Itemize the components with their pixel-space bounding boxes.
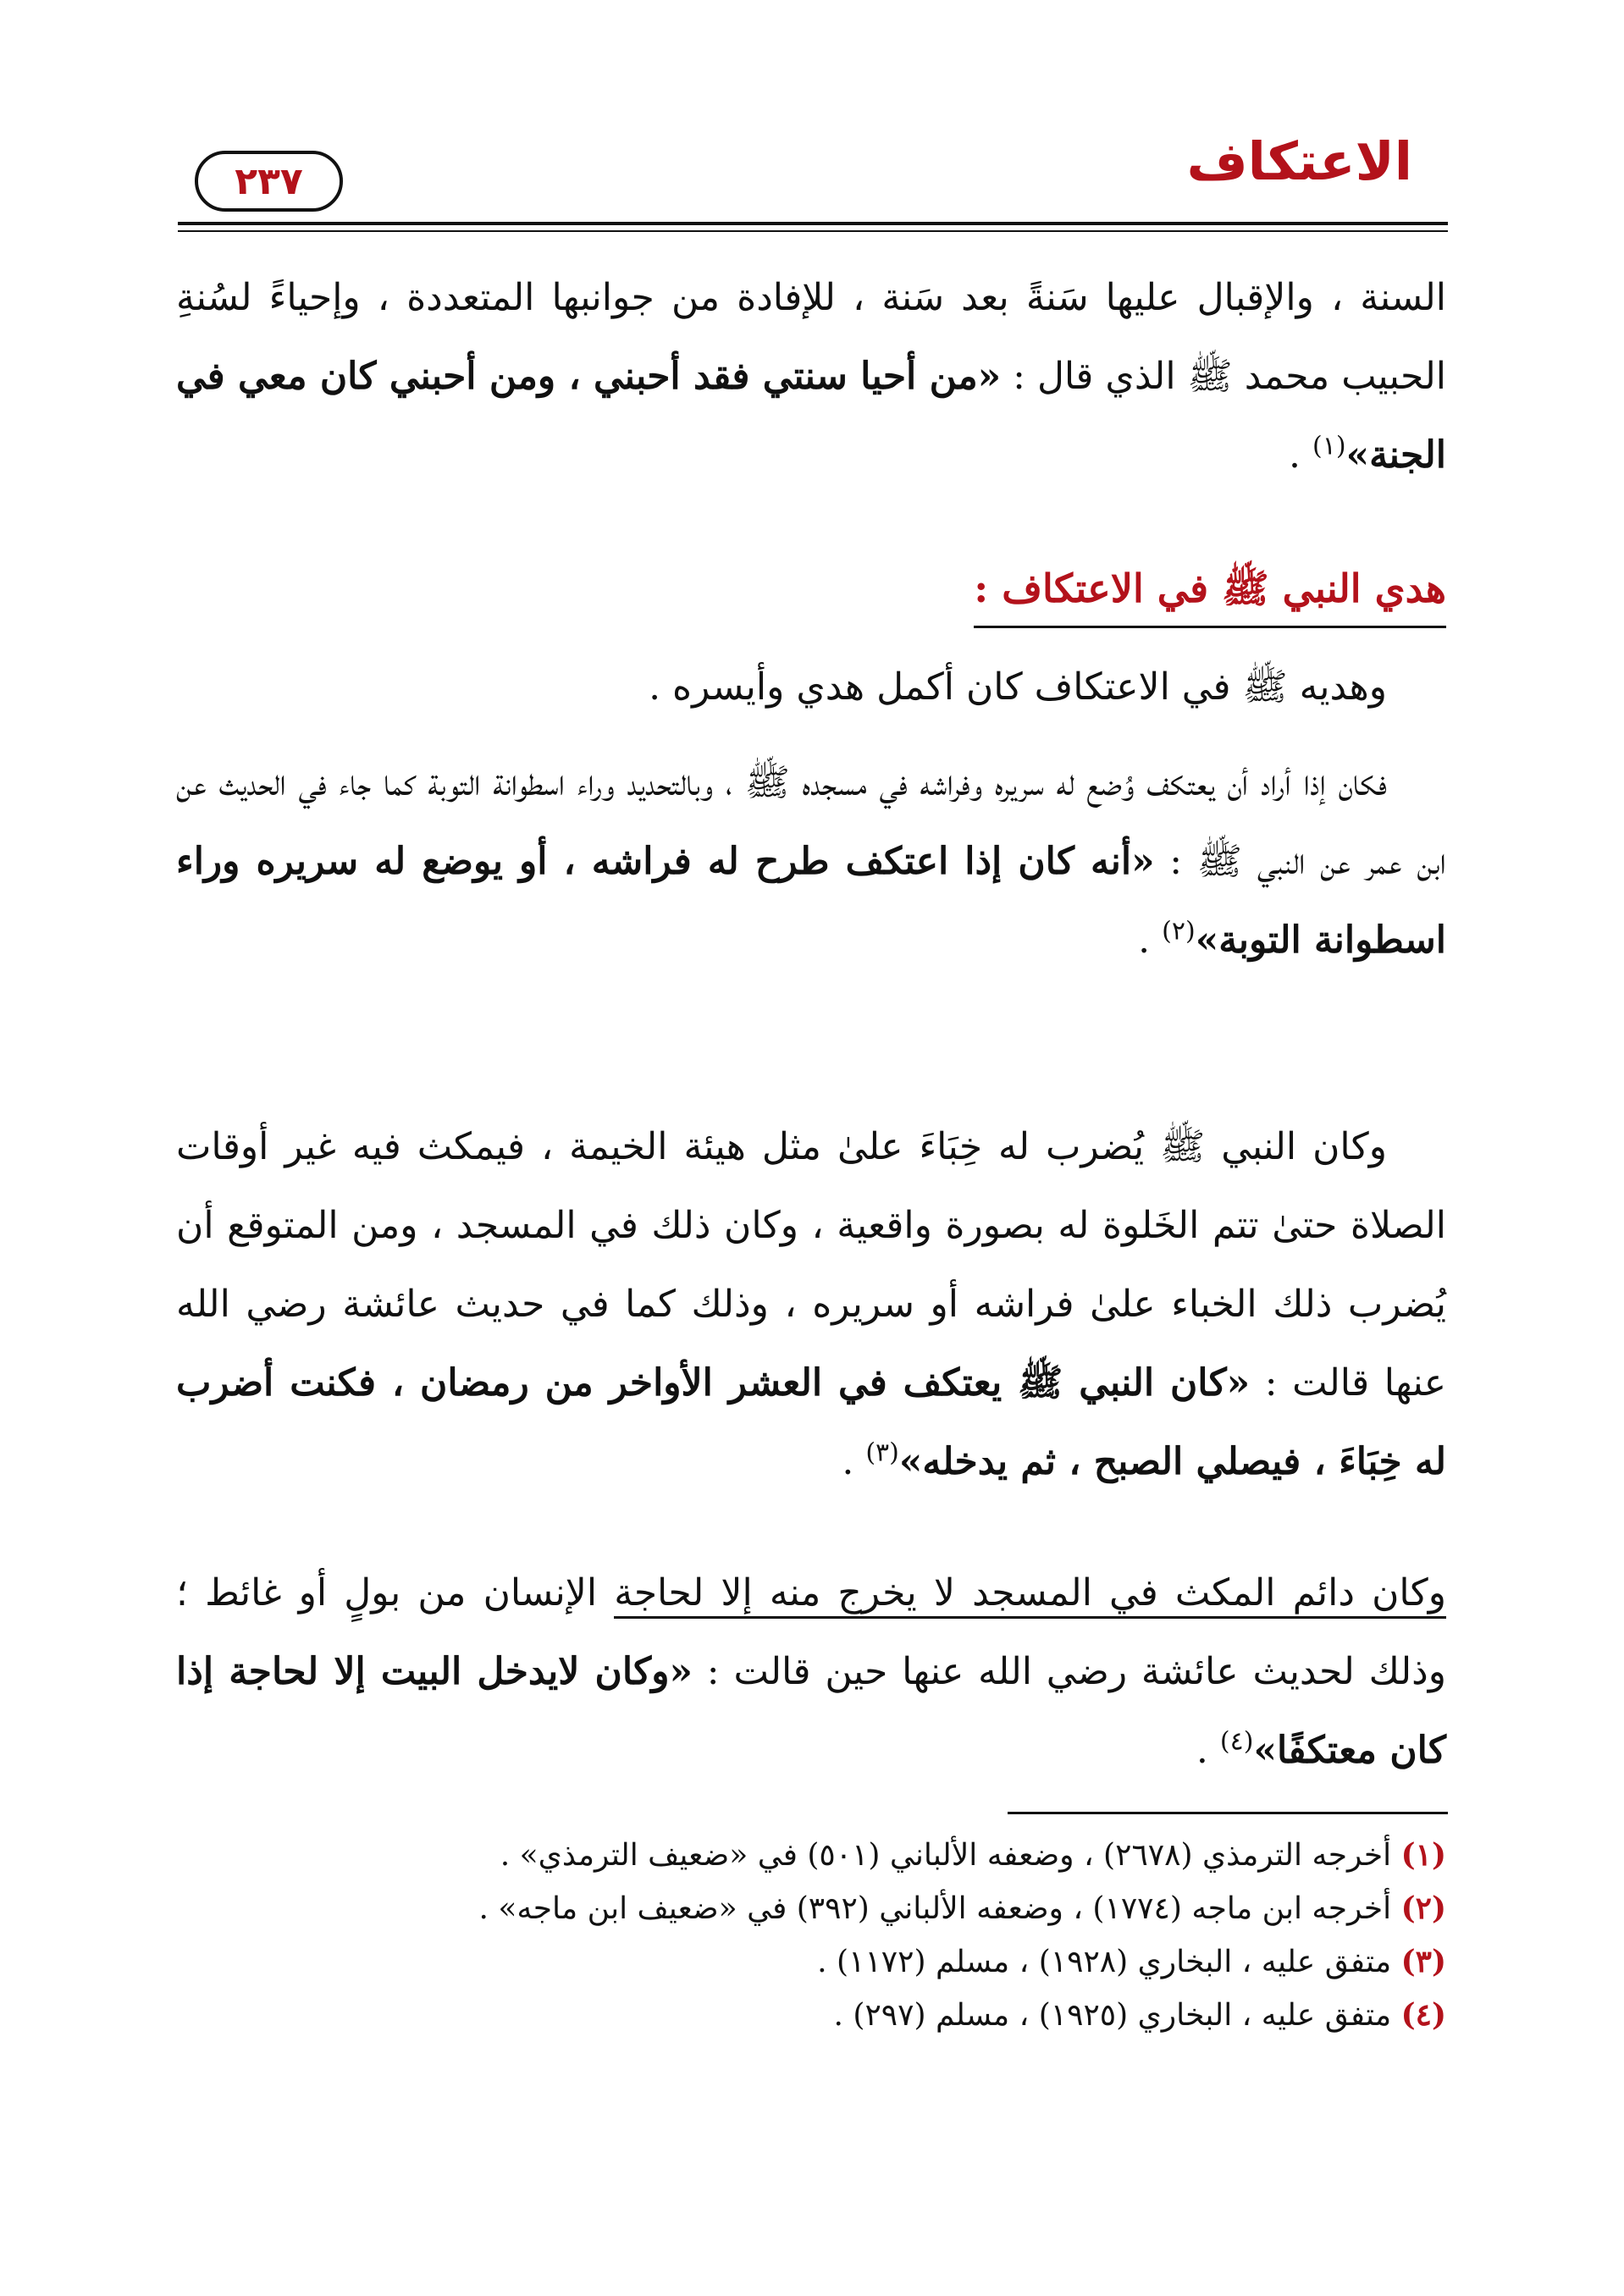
footnote-ref-4: (٤) bbox=[1219, 1726, 1254, 1757]
paragraph-1 bbox=[176, 258, 1446, 494]
page-number: ٢٣٧ bbox=[235, 159, 303, 203]
page-number-badge bbox=[195, 151, 343, 212]
footnote-3-text: متفق عليه ، البخاري (١٩٢٨) ، مسلم (١١٧٢) . bbox=[817, 1945, 1401, 1979]
footnote-ref-1: (١) bbox=[1312, 431, 1346, 461]
section-heading: هدي النبي ﷺ في الاعتكاف : bbox=[974, 555, 1446, 628]
paragraph-5-underlined-text: وكان دائم المكث في المسجد لا يخرج منه إلا لحاجة bbox=[614, 1571, 1446, 1619]
footnote-separator bbox=[1008, 1812, 1448, 1814]
footnote-4-text: متفق عليه ، البخاري (١٩٢٥) ، مسلم (٢٩٧) . bbox=[833, 1998, 1401, 2033]
paragraph-4-end: . bbox=[842, 1440, 866, 1483]
footnote-4 bbox=[176, 1989, 1446, 2042]
paragraph-1-end: . bbox=[1289, 433, 1313, 477]
paragraph-1-hadith-quote: «من أحيا سنتي فقد أحبني ، ومن أحبني كان معي في الجنة» bbox=[176, 355, 1446, 477]
footnote-2-number: (٢) bbox=[1400, 1890, 1446, 1926]
footnotes bbox=[176, 1829, 1446, 2042]
footnote-1-text: أخرجه الترمذي (٢٦٧٨) ، وضعفه الألباني (٥٠١) في «ضعيف الترمذي» . bbox=[500, 1838, 1401, 1873]
header-rule-thin bbox=[178, 230, 1448, 232]
paragraph-3-end: . bbox=[1138, 919, 1163, 962]
header-rule-thick bbox=[178, 222, 1448, 225]
footnote-2 bbox=[176, 1882, 1446, 1935]
paragraph-3-text: فكان إذا أراد أن يعتكف وُضع له سريره وفراشه في مسجده ﷺ ، وبالتحديد وراء اسطوانة التوبة كما جاء في الحديث عن ابن عمر عن النبي ﷺ : bbox=[176, 761, 1447, 883]
footnote-1 bbox=[176, 1829, 1446, 1882]
paragraph-5-hadith-quote: «وكان لايدخل البيت إلا لحاجة إذا كان معتكفًا» bbox=[176, 1650, 1446, 1772]
footnote-ref-3: (٣) bbox=[865, 1438, 899, 1468]
paragraph-5-end: . bbox=[1196, 1729, 1220, 1772]
footnote-ref-2: (٢) bbox=[1162, 916, 1196, 947]
paragraph-2: وهديه ﷺ في الاعتكاف كان أكمل هدي وأيسره . bbox=[649, 665, 1387, 709]
paragraph-5-text: الإنسان من بولٍ أو غائط ؛ وذلك لحديث عائشة رضي الله عنها حين قالت : bbox=[176, 1571, 1447, 1693]
footnote-2-text: أخرجه ابن ماجه (١٧٧٤) ، وضعفه الألباني (٣٩٢) في «ضعيف ابن ماجه» . bbox=[478, 1891, 1401, 1926]
paragraph-3-hadith-quote: «أنه كان إذا اعتكف طرح له فراشه ، أو يوضع له سريره وراء اسطوانة التوبة» bbox=[176, 840, 1446, 962]
paragraph-4-text: وكان النبي ﷺ يُضرب له خِبَاءَ علىٰ مثل هيئة الخيمة ، فيمكث فيه غير أوقات الصلاة حتىٰ تتم الخَلوة له بصورة واقعية ، وكان ذلك في المسجد ، ومن المتوقع أن يُضرب ذلك الخباء علىٰ فراشه أو سريره ، وذلك كما في حديث عائشة رضي الله عنها قالت : bbox=[176, 1125, 1446, 1405]
footnote-3-number: (٣) bbox=[1400, 1944, 1446, 1979]
paragraph-1-text: السنة ، والإقبال عليها سَنةً بعد سَنة ، للإفادة من جوانبها المتعددة ، وإحياءً لسُنةِ الحبيب محمد ﷺ الذي قال : bbox=[176, 276, 1446, 398]
footnote-4-number: (٤) bbox=[1400, 1997, 1446, 2033]
running-title: الاعتكاف bbox=[1186, 130, 1412, 192]
paragraph-5 bbox=[176, 1554, 1446, 1790]
footnote-3 bbox=[176, 1935, 1446, 1989]
paragraph-3 bbox=[176, 743, 1446, 980]
footnote-1-number: (١) bbox=[1400, 1837, 1446, 1873]
paragraph-4-hadith-quote: «كان النبي ﷺ يعتكف في العشر الأواخر من رمضان ، فكنت أضرب له خِبَاءَ ، فيصلي الصبح ، ثم يدخله» bbox=[176, 1361, 1446, 1483]
paragraph-4 bbox=[176, 1107, 1446, 1501]
